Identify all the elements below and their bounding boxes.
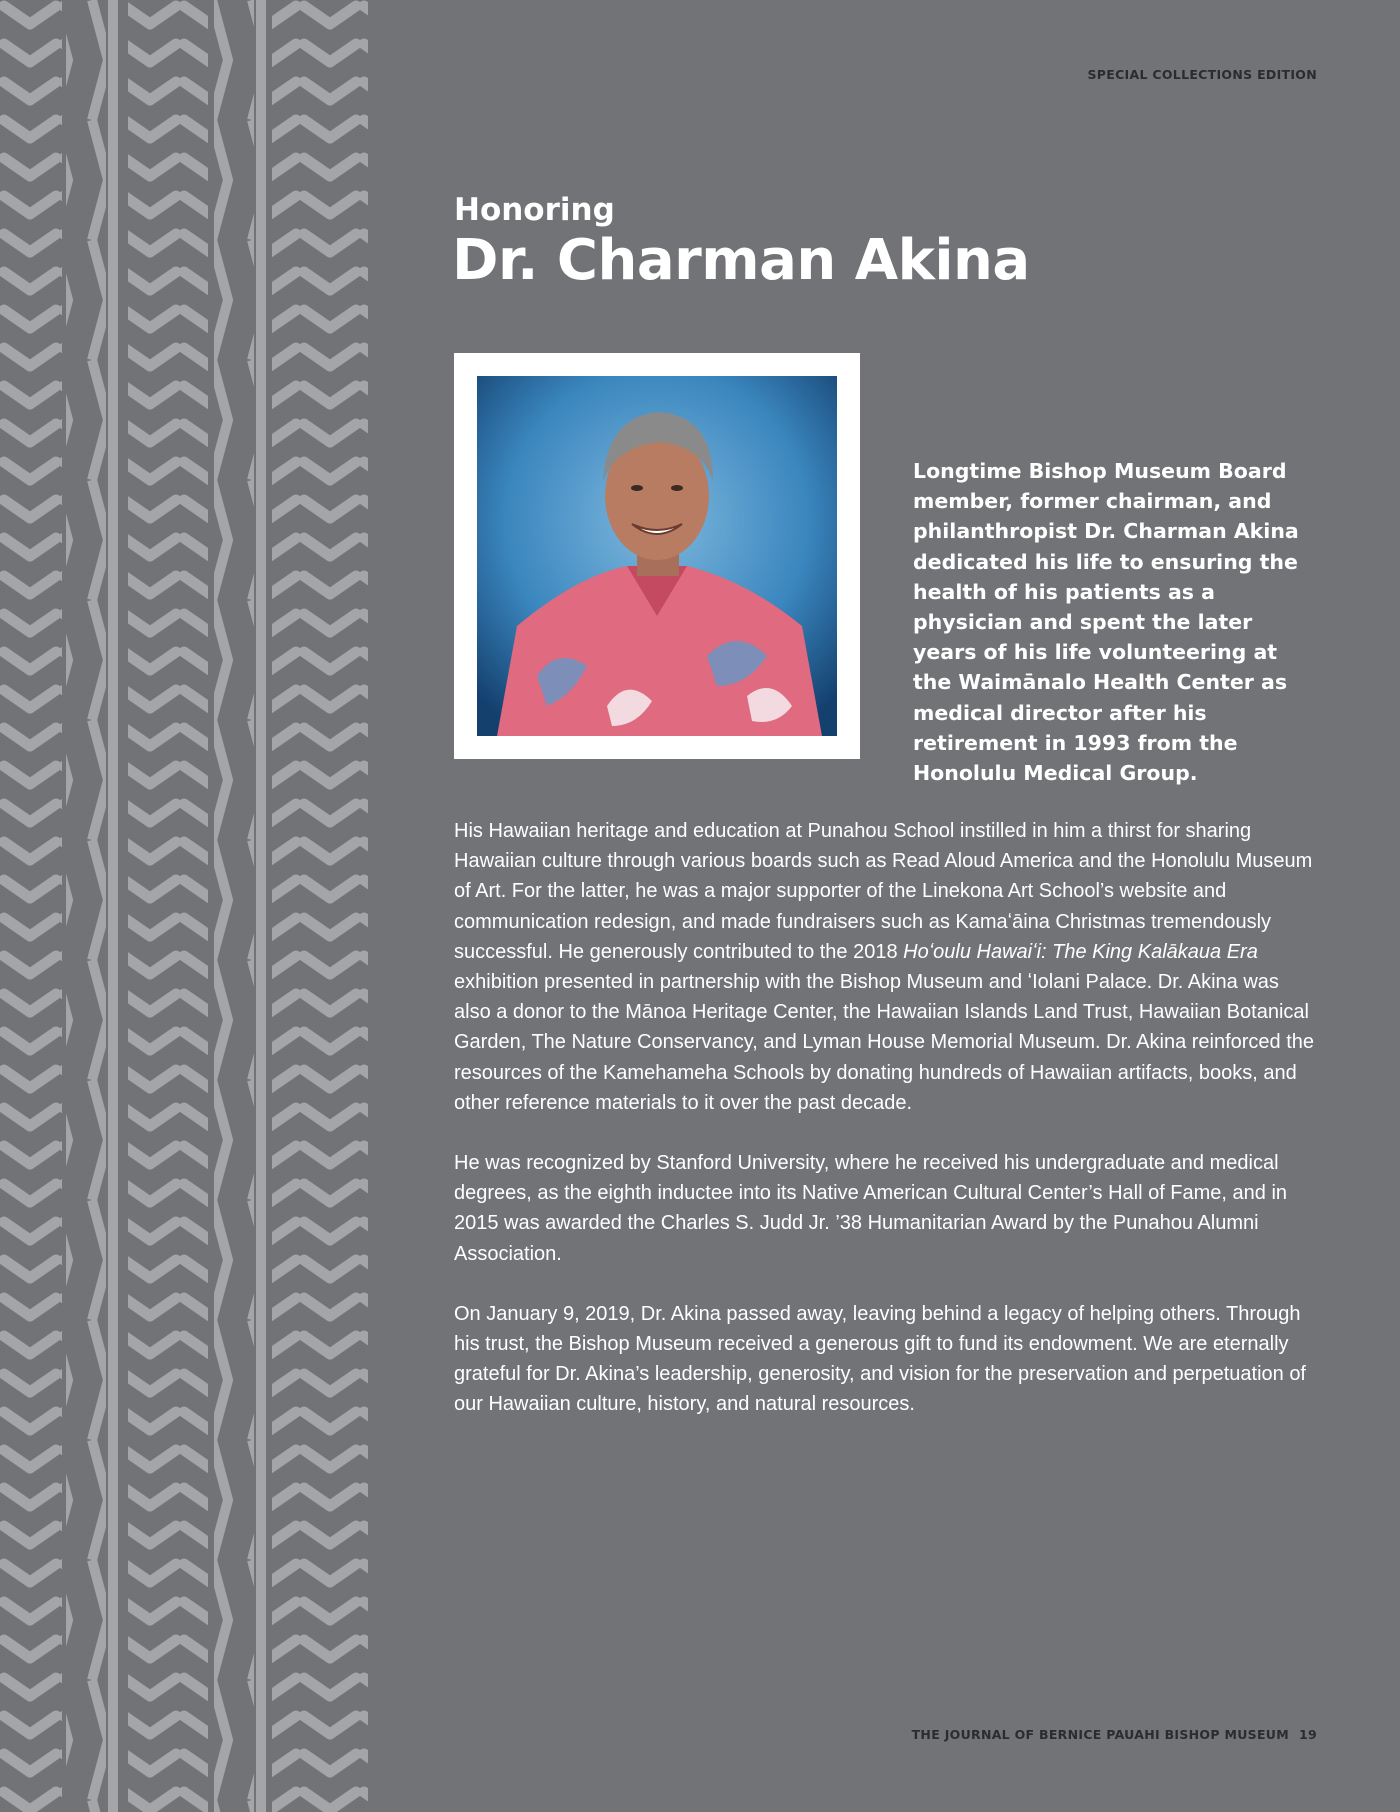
article-kicker: Honoring bbox=[454, 192, 615, 228]
body-paragraph-1 bbox=[454, 816, 1316, 1118]
page-title: Dr. Charman Akina bbox=[452, 228, 1030, 293]
article-lede: Longtime Bishop Museum Board member, former chairman, and philanthropist Dr. Charman Akina dedicated his life to ensuring the health of his patients as a physician and spent the later years of his life volunteering at the Waimānalo Health Center as medical director after his retirement in 1993 from the Honolulu Medical Group. bbox=[913, 459, 1299, 786]
edition-label: SPECIAL COLLECTIONS EDITION bbox=[1087, 67, 1317, 82]
article-body bbox=[454, 816, 1316, 1450]
body-text: exhibition presented in partnership with the Bishop Museum and ʻIolani Palace. Dr. Akina was also a donor to the Mānoa Heritage Center, the Hawaiian Islands Land Trust, Hawaiian Botanical Garden, The Nature Conservancy, and Lyman House Memorial Museum. Dr. Akina reinforced the resources of the Kamehameha Schools by donating hundreds of Hawaiian artifacts, books, and other reference materials to it over the past decade. bbox=[454, 971, 1315, 1114]
portrait-frame bbox=[454, 353, 860, 759]
body-paragraph-3: On January 9, 2019, Dr. Akina passed away, leaving behind a legacy of helping others. Through his trust, the Bishop Museum received a generous gift to fund its endowment. We are eternally grateful for Dr. Akina’s leadership, generosity, and vision for the preservation and perpetuation of our Hawaiian culture, history, and natural resources. bbox=[454, 1302, 1306, 1416]
portrait-photo bbox=[477, 376, 837, 736]
exhibition-title: Hoʻoulu Hawaiʻi: The King Kalākaua Era bbox=[903, 940, 1258, 963]
page-footer bbox=[912, 1727, 1317, 1742]
page-number: 19 bbox=[1299, 1727, 1317, 1742]
kapa-pattern-decoration bbox=[0, 0, 368, 1812]
body-paragraph-2: He was recognized by Stanford University, where he received his undergraduate and medical degrees, as the eighth inductee into its Native American Cultural Center’s Hall of Fame, and in 2015 was awarded the Charles S. Judd Jr. ’38 Humanitarian Award by the Punahou Alumni Association. bbox=[454, 1152, 1288, 1265]
body-text: His Hawaiian heritage and education at Punahou School instilled in him a thirst for sharing Hawaiian culture through various boards such as Read Aloud America and the Honolulu Museum of Art. For the latter, he was a major supporter of the Linekona Art School’s website and communication redesign, and made fundraisers such as Kamaʻāina Christmas tremendously successful. He generously contributed to the 2018 bbox=[454, 820, 1313, 963]
journal-name: THE JOURNAL OF BERNICE PAUAHI BISHOP MUSEUM bbox=[911, 1727, 1289, 1742]
